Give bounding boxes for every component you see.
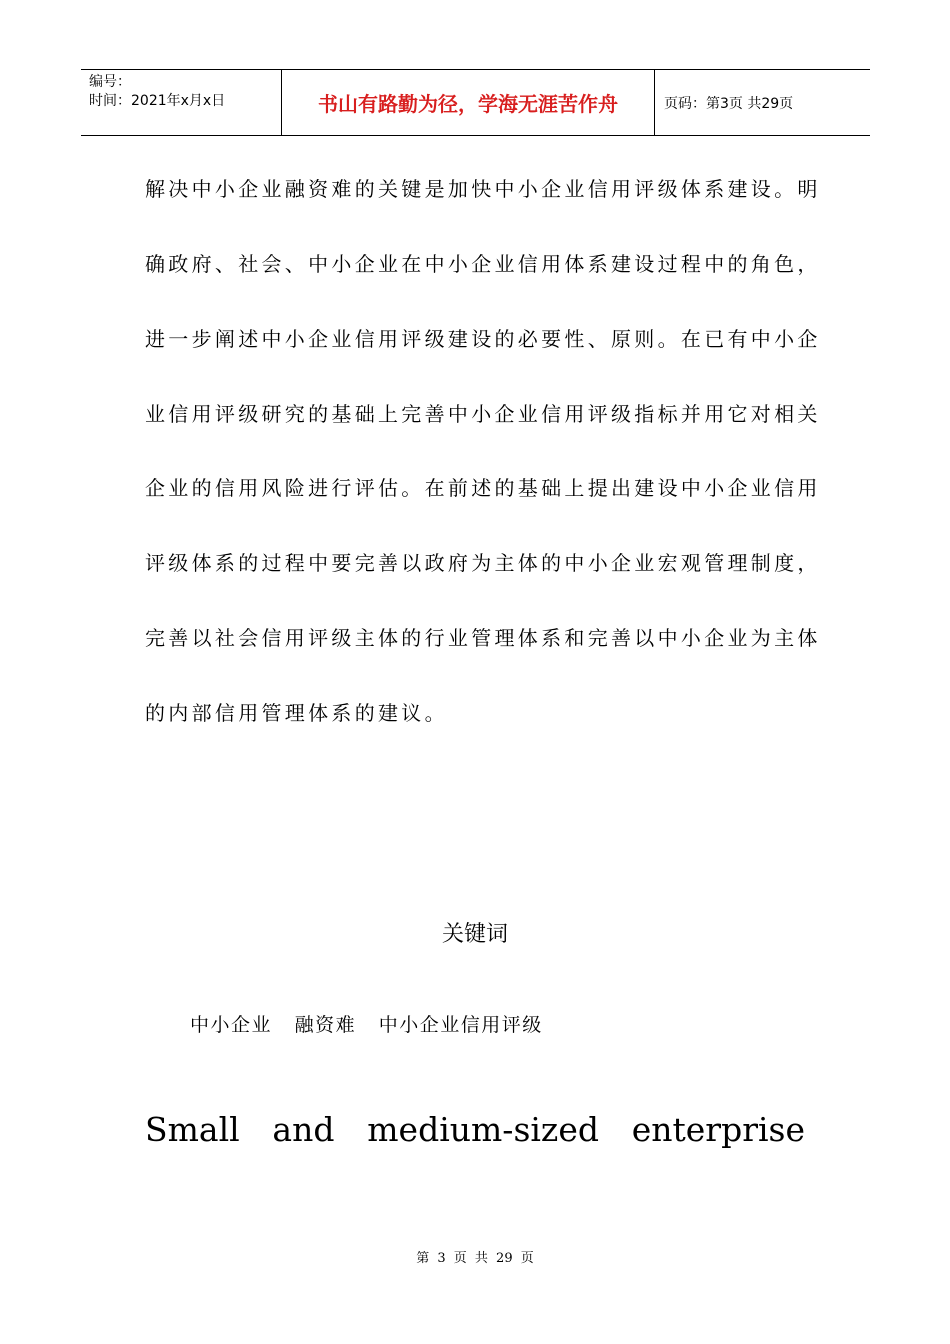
- abstract-line: 企业的信用风险进行评估。在前述的基础上提出建设中小企业信用: [145, 476, 821, 500]
- keywords-heading: 关键词: [441, 922, 508, 947]
- abstract-line: 评级体系的过程中要完善以政府为主体的中小企业宏观管理制度，: [145, 551, 821, 575]
- document-number-label: 编号：: [89, 74, 131, 90]
- page-footer: 第 3 页 共 29 页: [416, 1251, 534, 1266]
- abstract-line: 完善以社会信用评级主体的行业管理体系和完善以中小企业为主体: [145, 626, 821, 650]
- keywords-list: 中小企业 融资难 中小企业信用评级: [190, 1014, 543, 1036]
- header-page-info: 页码：第3页 共29页: [664, 95, 794, 112]
- page-header: [81, 69, 870, 136]
- english-title: Small and medium-sized enterprise: [145, 1110, 805, 1149]
- header-divider: [654, 70, 655, 135]
- abstract-line: 进一步阐述中小企业信用评级建设的必要性、原则。在已有中小企: [145, 327, 821, 351]
- header-meta: [89, 73, 225, 111]
- abstract-line: 的内部信用管理体系的建议。: [145, 701, 448, 725]
- document-date: 时间：2021年x月x日: [89, 93, 226, 109]
- header-motto: 书山有路勤为径，学海无涯苦作舟: [318, 92, 618, 116]
- abstract-line: 确政府、社会、中小企业在中小企业信用体系建设过程中的角色，: [145, 252, 821, 276]
- abstract-line: 业信用评级研究的基础上完善中小企业信用评级指标并用它对相关: [145, 402, 821, 426]
- abstract-line: 解决中小企业融资难的关键是加快中小企业信用评级体系建设。明: [145, 177, 821, 201]
